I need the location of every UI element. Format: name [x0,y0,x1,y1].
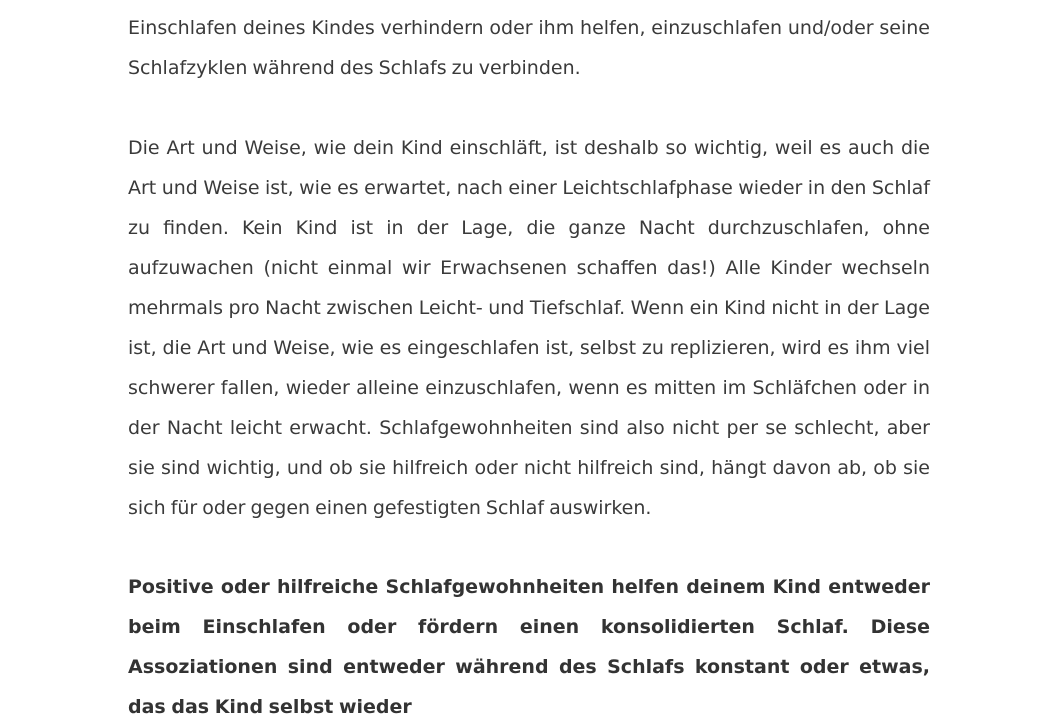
paragraph-sleep-cycles: Einschlafen deines Kindes verhindern oder ihm helfen, einzuschlafen und/oder seine Schlafzyklen während des Schlafs zu verbinden. [128,17,930,79]
document-page [128,0,930,718]
paragraph-sleep-associations: Die Art und Weise, wie dein Kind einschläft, ist deshalb so wichtig, weil es auch die Art und Weise ist, wie es erwartet, nach einer Leichtschlafphase wieder in den Schlaf zu finden. Kein Kind ist in der Lage, die ganze Nacht durchzuschlafen, ohne aufzuwachen (nicht einmal wir Erwachsenen schaffen das!) Alle Kinder wechseln mehrmals pro Nacht zwischen Leicht- und Tiefschlaf. Wenn ein Kind nicht in der Lage ist, die Art und Weise, wie es eingeschlafen ist, selbst zu replizieren, wird es ihm viel schwerer fallen, wieder alleine einzuschlafen, wenn es mitten im Schläfchen oder in der Nacht leicht erwacht. Schlafgewohnheiten sind also nicht per se schlecht, aber sie sind wichtig, und ob sie hilfreich oder nicht hilfreich sind, hängt davon ab, ob sie sich für oder gegen einen gefestigten Schlaf auswirken. [128,137,930,519]
paragraph-positive-habits: Positive oder hilfreiche Schlafgewohnheiten helfen deinem Kind entweder beim Einschlafen oder fördern einen konsolidierten Schlaf. Diese Assoziationen sind entweder während des Schlafs konstant oder etwas, das das Kind selbst wieder [128,576,930,718]
